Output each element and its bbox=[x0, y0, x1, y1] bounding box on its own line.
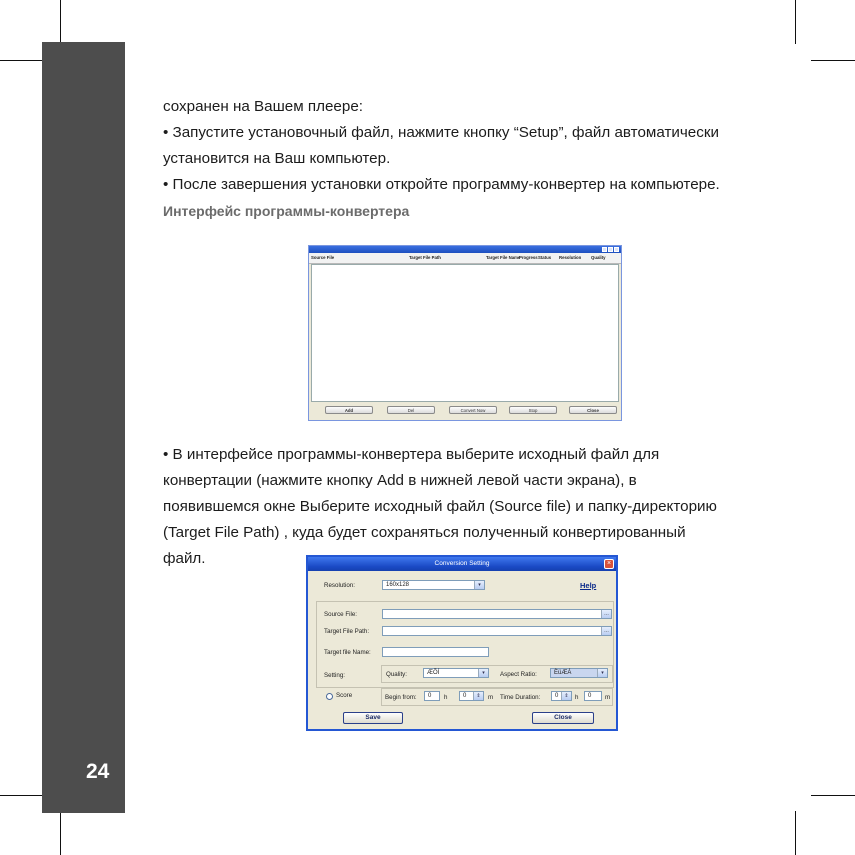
resolution-label: Resolution: bbox=[324, 582, 355, 589]
add-button[interactable]: Add bbox=[325, 406, 373, 414]
target-path-label: Target File Path: bbox=[324, 628, 370, 635]
page-sidebar bbox=[42, 42, 125, 813]
time-duration-label: Time Duration: bbox=[500, 694, 541, 701]
paragraph-line: • В интерфейсе программы-конвертера выберите исходный файл для bbox=[163, 446, 660, 463]
save-button[interactable]: Save bbox=[343, 712, 403, 724]
source-file-label: Source File: bbox=[324, 611, 358, 618]
begin-hour-stepper[interactable]: 0 bbox=[424, 691, 440, 701]
close-button[interactable]: Close bbox=[532, 712, 594, 724]
source-file-input[interactable] bbox=[382, 609, 612, 619]
duration-minute-stepper[interactable]: 0 bbox=[584, 691, 602, 701]
crop-mark bbox=[0, 795, 44, 796]
help-link[interactable]: Help bbox=[580, 581, 597, 590]
quality-label: Quality: bbox=[386, 671, 407, 678]
dialog-title: Conversion Setting bbox=[434, 560, 490, 567]
file-list[interactable] bbox=[311, 264, 619, 402]
column-target-name[interactable]: Target File Name bbox=[486, 255, 521, 260]
del-button[interactable]: Del bbox=[387, 406, 435, 414]
aspect-ratio-select[interactable]: ÈüÆÁ ▾ bbox=[550, 668, 608, 678]
score-radio[interactable] bbox=[326, 693, 333, 700]
crop-mark bbox=[60, 811, 61, 855]
file-list-header bbox=[309, 253, 621, 264]
chevron-down-icon: ▾ bbox=[474, 581, 484, 589]
paragraph-line: установится на Ваш компьютер. bbox=[163, 150, 391, 167]
dialog-titlebar bbox=[308, 557, 616, 571]
resolution-select[interactable]: 160x128 ▾ bbox=[382, 580, 485, 590]
convert-now-button[interactable]: Convert Now bbox=[449, 406, 497, 414]
score-label: Score bbox=[336, 692, 353, 699]
button-bar bbox=[311, 406, 619, 416]
minute-unit: m bbox=[488, 694, 494, 701]
column-resolution[interactable]: Resolution bbox=[559, 255, 582, 260]
close-icon[interactable]: × bbox=[604, 559, 614, 569]
quality-select[interactable]: ÆÕÍ ▾ bbox=[423, 668, 489, 678]
spinner-icon: ⇕ bbox=[473, 692, 483, 700]
chevron-down-icon: ▾ bbox=[597, 669, 607, 677]
spinner-icon: ⇕ bbox=[561, 692, 571, 700]
paragraph-line: сохранен на Вашем плеере: bbox=[163, 98, 363, 115]
column-target-path[interactable]: Target File Path bbox=[409, 255, 441, 260]
setting-label: Setting: bbox=[324, 672, 345, 679]
paragraph-line: файл. bbox=[163, 550, 206, 567]
crop-mark bbox=[795, 811, 796, 855]
close-button[interactable]: Close bbox=[569, 406, 617, 414]
paragraph-line: конвертации (нажмите кнопку Add в нижней левой части экрана), в bbox=[163, 472, 637, 489]
minimize-icon[interactable] bbox=[602, 247, 607, 252]
crop-mark bbox=[0, 60, 44, 61]
crop-mark bbox=[795, 0, 796, 44]
maximize-icon[interactable] bbox=[608, 247, 613, 252]
chevron-down-icon: ▾ bbox=[478, 669, 488, 677]
paragraph-line: (Target File Path) , куда будет сохраняться полученный конвертированный bbox=[163, 524, 686, 541]
aspect-ratio-label: Aspect Ratio: bbox=[500, 671, 537, 678]
section-heading: Интерфейс программы-конвертера bbox=[163, 203, 410, 219]
paragraph-line: появившемся окне Выберите исходный файл (Source file) и папку-директорию bbox=[163, 498, 717, 515]
target-name-input[interactable] bbox=[382, 647, 489, 657]
paragraph-line: • Запустите установочный файл, нажмите кнопку “Setup”, файл автоматически bbox=[163, 124, 719, 141]
column-status[interactable]: Status bbox=[538, 255, 552, 260]
crop-mark bbox=[811, 795, 855, 796]
crop-mark bbox=[811, 60, 855, 61]
begin-minute-stepper[interactable]: 0 ⇕ bbox=[459, 691, 484, 701]
stop-button[interactable]: Stop bbox=[509, 406, 557, 414]
browse-icon[interactable]: … bbox=[601, 627, 611, 635]
hour-unit: h bbox=[444, 694, 448, 701]
hour-unit: h bbox=[575, 694, 579, 701]
close-icon[interactable] bbox=[614, 247, 619, 252]
column-source-file[interactable]: Source File bbox=[311, 255, 335, 260]
begin-from-label: Begin from: bbox=[385, 694, 417, 701]
column-progress[interactable]: Progress bbox=[519, 255, 538, 260]
crop-mark bbox=[60, 0, 61, 44]
duration-hour-stepper[interactable]: 0 ⇕ bbox=[551, 691, 572, 701]
paragraph-line: • После завершения установки откройте программу-конвертер на компьютере. bbox=[163, 176, 720, 193]
minute-unit: m bbox=[605, 694, 611, 701]
conversion-setting-dialog bbox=[306, 555, 618, 731]
target-path-input[interactable] bbox=[382, 626, 612, 636]
column-quality[interactable]: Quality bbox=[591, 255, 606, 260]
window-titlebar bbox=[309, 246, 621, 253]
target-name-label: Target file Name: bbox=[324, 649, 371, 656]
converter-window bbox=[308, 245, 622, 421]
browse-icon[interactable]: … bbox=[601, 610, 611, 618]
page-number: 24 bbox=[86, 760, 110, 783]
